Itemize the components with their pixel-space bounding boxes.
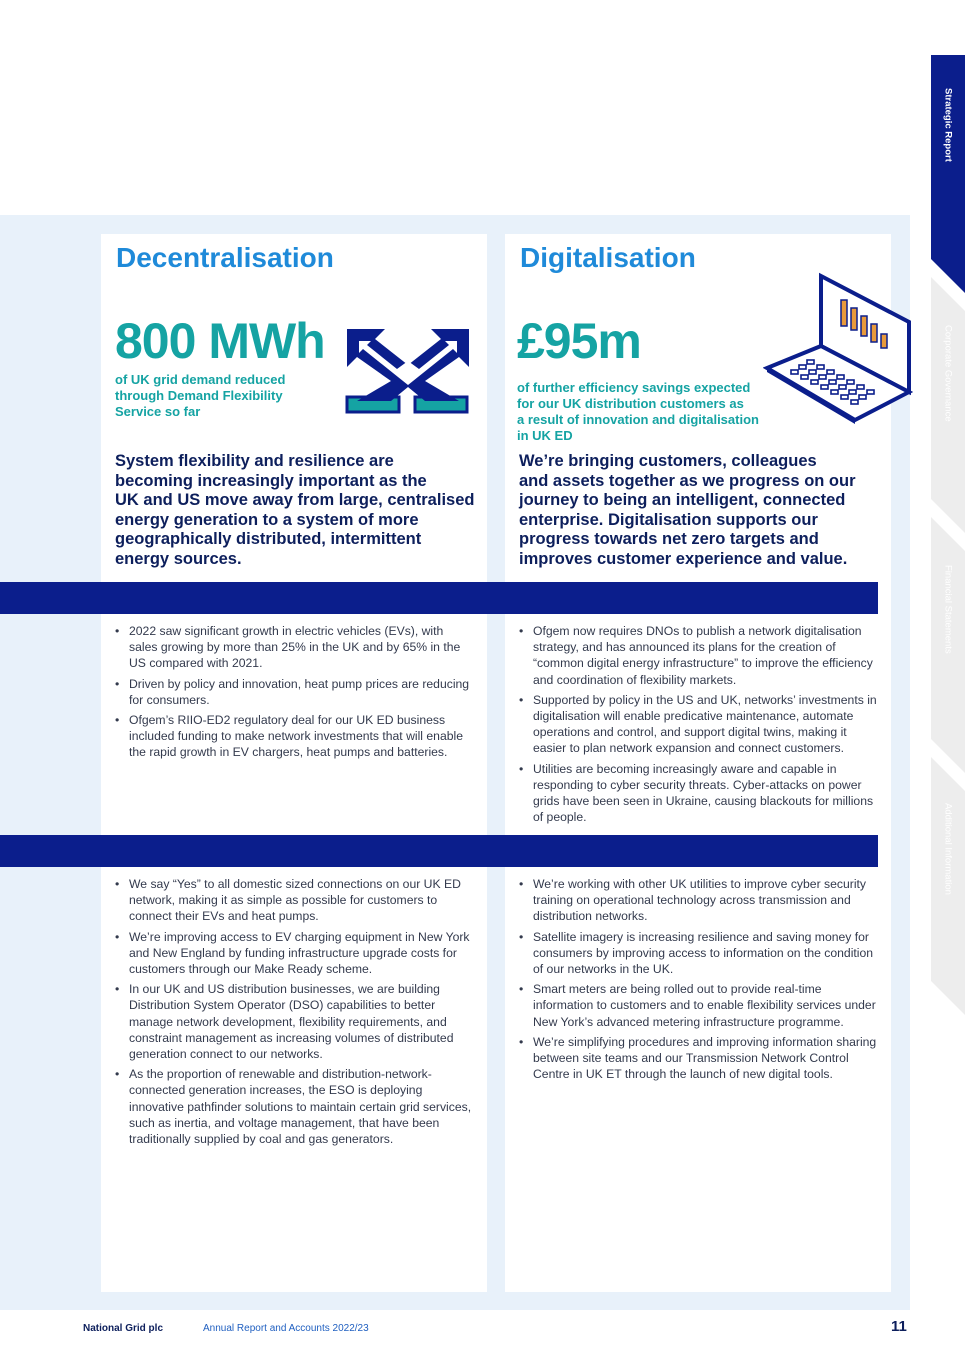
list-item: • As the proportion of renewable and distribution-network-connected generation increases, the ESO is deploying innovative pathfinder solutions to maintain certain grid services, such as inertia, and voltage management, that have been traditionally supplied by coal and gas generators. bbox=[115, 1066, 473, 1147]
digitalisation-stat-caption-2: for our UK distribution customers as bbox=[517, 396, 744, 411]
digitalisation-stat: £95m bbox=[517, 313, 641, 369]
list-item: • Supported by policy in the US and UK, networks’ investments in digitalisation will enable predicative maintenance, automate operations and control, and support digital twins, making it easier to plan network expansion and connect customers. bbox=[519, 692, 881, 757]
digitalisation-lead-2: and assets together as we progress on our bbox=[519, 471, 856, 490]
list-item: • Driven by policy and innovation, heat pump prices are reducing for consumers. bbox=[115, 676, 473, 708]
page-number: 11 bbox=[891, 1318, 907, 1335]
digitalisation-actions-list bbox=[519, 876, 881, 1086]
footer-report-title[interactable]: Annual Report and Accounts 2022/23 bbox=[203, 1323, 369, 1334]
digitalisation-stat-caption-4: in UK ED bbox=[517, 428, 573, 443]
digitalisation-trends-list bbox=[519, 623, 881, 829]
tab-financial-statements[interactable]: Financial Statements bbox=[942, 565, 954, 654]
decentralisation-stat: 800 MWh bbox=[115, 313, 325, 369]
list-item: • Ofgem’s RIIO-ED2 regulatory deal for our UK ED business included funding to make network investments that will enable the rapid growth in EV chargers, heat pumps and batteries. bbox=[115, 712, 473, 761]
section-divider-bar bbox=[0, 582, 878, 614]
decentralisation-lead-5: geographically distributed, intermittent bbox=[115, 530, 422, 548]
decentralisation-lead-2: becoming increasingly important as the bbox=[115, 471, 427, 490]
decentralisation-actions-list bbox=[115, 876, 473, 1151]
list-item: • Utilities are becoming increasingly aware and capable in responding to cyber security threats. Cyber-attacks on power grids have been seen in Ukraine, causing blackouts for millions of people. bbox=[519, 761, 881, 826]
decentralisation-stat-caption-1: of UK grid demand reduced bbox=[115, 372, 286, 387]
laptop-chart-icon bbox=[763, 272, 913, 424]
digitalisation-lead-3: journey to being an intelligent, connected bbox=[519, 491, 846, 509]
section-divider-bar bbox=[0, 835, 878, 867]
decentralisation-lead-1: System flexibility and resilience are bbox=[115, 452, 394, 470]
digitalisation-lead-6: improves customer experience and value. bbox=[519, 549, 848, 568]
list-item: • We’re working with other UK utilities to improve cyber security training on operational technology across transmission and distribution networks. bbox=[519, 876, 881, 925]
footer-company-name: National Grid plc bbox=[83, 1323, 164, 1334]
decentralisation-title: Decentralisation bbox=[116, 242, 334, 273]
list-item: • Ofgem now requires DNOs to publish a network digitalisation strategy, and has announced its plans for the creation of “common digital energy infrastructure” to improve the efficiency and coordination of flexibility markets. bbox=[519, 623, 881, 688]
digitalisation-stat-caption-1: of further efficiency savings expected bbox=[517, 380, 751, 395]
tab-strategic-report[interactable]: Strategic Report bbox=[942, 88, 954, 162]
tab-additional-information[interactable]: Additional Information bbox=[942, 803, 954, 895]
decentralised-arrows-icon bbox=[345, 325, 471, 415]
list-item: • We say “Yes” to all domestic sized connections on our UK ED network, making it as simple as possible for customers to connect their EVs and heat pumps. bbox=[115, 876, 473, 925]
list-item: • 2022 saw significant growth in electric vehicles (EVs), with sales growing by more than 25% in the UK and by 65% in the US compared with 2021. bbox=[115, 623, 473, 672]
list-item: • We’re simplifying procedures and improving information sharing between site teams and our Transmission Network Control Centre in UK ET through the launch of new digital tools. bbox=[519, 1034, 881, 1083]
decentralisation-stat-caption-2: through Demand Flexibility bbox=[115, 388, 283, 403]
digitalisation-stat-caption-3: a result of innovation and digitalisation bbox=[517, 412, 759, 427]
list-item: • We’re improving access to EV charging equipment in New York and New England by funding infrastructure upgrade costs for customers through our Make Ready scheme. bbox=[115, 929, 473, 978]
decentralisation-lead-4: energy generation to a system of more bbox=[115, 510, 419, 529]
list-item: • In our UK and US distribution businesses, we are building Distribution System Operator (DSO) capabilities to better manage network development, flexibility requirements, and constraint management as increasing volumes of distributed generation connect to our networks. bbox=[115, 981, 473, 1062]
decentralisation-trends-list bbox=[115, 623, 473, 765]
digitalisation-lead-5: progress towards net zero targets and bbox=[519, 530, 819, 548]
list-item: • Satellite imagery is increasing resilience and saving money for consumers by improving access to information on the condition of our networks in the UK. bbox=[519, 929, 881, 978]
tab-corporate-governance[interactable]: Corporate Governance bbox=[942, 325, 954, 422]
digitalisation-title: Digitalisation bbox=[520, 242, 696, 273]
decentralisation-lead-6: energy sources. bbox=[115, 549, 242, 568]
digitalisation-column bbox=[505, 234, 891, 1292]
digitalisation-lead-1: We’re bringing customers, colleagues bbox=[519, 452, 817, 470]
decentralisation-lead-3: UK and US move away from large, centralised bbox=[115, 491, 475, 509]
list-item: • Smart meters are being rolled out to provide real-time information to customers and to enable flexibility services under New York’s advanced metering infrastructure programme. bbox=[519, 981, 881, 1030]
decentralisation-stat-caption-3: Service so far bbox=[115, 404, 201, 419]
decentralisation-column bbox=[101, 234, 487, 1292]
digitalisation-lead-4: enterprise. Digitalisation supports our bbox=[519, 510, 818, 529]
